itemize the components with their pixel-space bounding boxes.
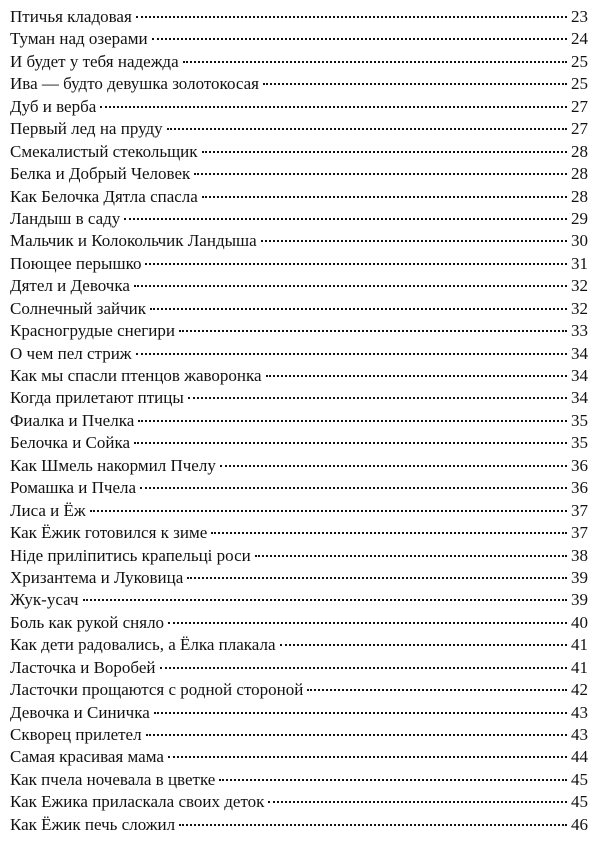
toc-entry[interactable] <box>10 724 588 746</box>
toc-entry[interactable] <box>10 657 588 679</box>
toc-entry-title: Птичья кладовая <box>10 7 132 26</box>
toc-entry-page-number: 36 <box>571 478 588 498</box>
toc-dot-leader <box>134 285 567 287</box>
toc-entry[interactable] <box>10 275 588 297</box>
toc-entry-page-number: 37 <box>571 523 588 543</box>
toc-entry[interactable] <box>10 96 588 118</box>
toc-entry-page-number: 33 <box>571 321 588 341</box>
toc-entry-title: Жук-усач <box>10 590 79 610</box>
toc-entry-title: Боль как рукой сняло <box>10 612 165 632</box>
toc-entry[interactable] <box>10 118 588 140</box>
toc-dot-leader <box>263 83 567 85</box>
toc-entry[interactable] <box>10 73 588 95</box>
toc-dot-leader <box>138 420 567 422</box>
toc-dot-leader <box>100 106 567 108</box>
table-of-contents <box>10 6 588 836</box>
toc-entry[interactable] <box>10 230 588 252</box>
toc-entry-title: Первый лед на пруду <box>10 119 163 139</box>
toc-entry-title: Скворец прилетел <box>10 725 142 744</box>
toc-entry[interactable] <box>10 455 588 477</box>
toc-entry-title: Ласточки прощаются с родной стороной <box>10 680 304 700</box>
toc-entry[interactable] <box>10 679 588 701</box>
toc-entry[interactable] <box>10 298 588 320</box>
toc-entry-title: Лиса и Ёж <box>10 500 86 520</box>
toc-entry-page-number: 27 <box>571 119 588 139</box>
toc-entry-page-number: 25 <box>571 51 588 71</box>
toc-entry[interactable] <box>10 522 588 544</box>
toc-dot-leader <box>266 375 567 377</box>
toc-entry-title: Ландыш в саду <box>10 208 121 228</box>
toc-entry-page-number: 32 <box>571 276 588 296</box>
toc-dot-leader <box>83 599 568 601</box>
toc-entry[interactable] <box>10 814 588 836</box>
toc-entry-page-number: 28 <box>571 186 588 206</box>
toc-dot-leader <box>268 801 567 803</box>
toc-entry-page-number: 35 <box>571 433 588 453</box>
toc-entry-title: Ива — будто девушка золотокосая <box>10 74 259 94</box>
toc-entry-page-number: 40 <box>571 612 588 632</box>
toc-entry-page-number: 30 <box>571 231 588 251</box>
toc-entry[interactable] <box>10 791 588 813</box>
toc-entry-page-number: 41 <box>571 657 588 677</box>
toc-dot-leader <box>140 487 567 489</box>
toc-entry-page-number: 38 <box>571 545 588 565</box>
toc-dot-leader <box>179 330 567 332</box>
toc-entry[interactable] <box>10 320 588 342</box>
toc-dot-leader <box>261 240 567 242</box>
toc-dot-leader <box>136 353 567 355</box>
toc-entry-page-number: 43 <box>571 702 588 722</box>
toc-entry[interactable] <box>10 343 588 365</box>
toc-dot-leader <box>202 196 567 198</box>
toc-entry-page-number: 29 <box>571 208 588 228</box>
toc-entry-page-number: 25 <box>571 74 588 94</box>
toc-entry-page-number: 45 <box>571 769 588 789</box>
toc-entry-title: Смекалистый стекольщик <box>10 141 198 161</box>
toc-entry-title: Как Ёжик печь сложил <box>10 814 176 834</box>
toc-dot-leader <box>280 644 567 646</box>
toc-entry-title: Туман над озерами <box>10 29 148 49</box>
toc-entry-page-number: 42 <box>571 680 588 700</box>
toc-entry-page-number: 24 <box>571 29 588 49</box>
toc-entry-page-number: 34 <box>571 343 588 363</box>
toc-entry-page-number: 31 <box>571 253 588 273</box>
toc-dot-leader <box>187 577 567 579</box>
toc-dot-leader <box>194 173 567 175</box>
toc-entry[interactable] <box>10 253 588 275</box>
toc-dot-leader <box>202 151 567 153</box>
toc-entry-page-number: 39 <box>571 567 588 587</box>
toc-entry[interactable] <box>10 589 588 611</box>
toc-dot-leader <box>179 824 567 826</box>
toc-entry-title: Фиалка и Пчелка <box>10 410 135 430</box>
toc-entry-title: Ласточка и Воробей <box>10 657 156 677</box>
toc-entry-page-number: 34 <box>571 366 588 385</box>
toc-dot-leader <box>188 397 567 399</box>
toc-entry[interactable] <box>10 141 588 163</box>
toc-entry[interactable] <box>10 410 588 432</box>
toc-entry-page-number: 36 <box>571 455 588 475</box>
toc-entry[interactable] <box>10 545 588 567</box>
toc-entry-title: Как пчела ночевала в цветке <box>10 769 216 789</box>
toc-entry-page-number: 43 <box>571 725 588 744</box>
toc-entry-title: Ніде прилiпитись крапельцi роси <box>10 545 251 565</box>
toc-entry[interactable] <box>10 51 588 73</box>
toc-dot-leader <box>219 779 567 781</box>
toc-entry[interactable] <box>10 567 588 589</box>
toc-entry[interactable] <box>10 769 588 791</box>
toc-entry[interactable] <box>10 6 588 28</box>
toc-entry[interactable] <box>10 28 588 50</box>
toc-entry-page-number: 28 <box>571 141 588 161</box>
toc-entry-title: Поющее перышко <box>10 253 142 273</box>
toc-entry-page-number: 32 <box>571 298 588 318</box>
toc-entry-page-number: 37 <box>571 500 588 520</box>
toc-entry-title: Белочка и Сойка <box>10 433 131 453</box>
toc-dot-leader <box>136 16 567 18</box>
toc-entry-title: Как мы спасли птенцов жаворонка <box>10 366 262 385</box>
toc-entry-title: Как Шмель накормил Пчелу <box>10 455 216 475</box>
toc-entry-page-number: 46 <box>571 814 588 834</box>
toc-entry-page-number: 44 <box>571 747 588 767</box>
toc-entry-title: Солнечный зайчик <box>10 298 146 318</box>
toc-dot-leader <box>124 218 567 220</box>
toc-entry-title: Как дети радовались, а Ёлка плакала <box>10 635 276 655</box>
toc-entry-title: Как Ежика приласкала своих деток <box>10 792 265 812</box>
toc-dot-leader <box>145 263 567 265</box>
toc-entry-title: Красногрудые снегири <box>10 321 175 341</box>
toc-entry[interactable] <box>10 746 588 768</box>
toc-dot-leader <box>90 510 567 512</box>
toc-entry[interactable] <box>10 387 588 409</box>
toc-entry-page-number: 45 <box>571 792 588 812</box>
toc-dot-leader <box>146 734 567 736</box>
toc-entry[interactable] <box>10 365 588 387</box>
toc-entry-title: О чем пел стриж <box>10 343 132 363</box>
toc-entry-page-number: 35 <box>571 410 588 430</box>
toc-entry-title: Белка и Добрый Человек <box>10 164 191 184</box>
toc-entry-title: И будет у тебя надежда <box>10 51 179 71</box>
toc-entry[interactable] <box>10 500 588 522</box>
toc-entry[interactable] <box>10 612 588 634</box>
toc-entry-title: Как Белочка Дятла спасла <box>10 186 198 206</box>
toc-dot-leader <box>134 442 567 444</box>
toc-entry[interactable] <box>10 163 588 185</box>
toc-dot-leader <box>211 532 567 534</box>
toc-entry-title: Дятел и Девочка <box>10 276 130 296</box>
toc-entry-page-number: 39 <box>571 590 588 610</box>
toc-entry-title: Ромашка и Пчела <box>10 478 137 498</box>
toc-entry[interactable] <box>10 208 588 230</box>
toc-entry-title: Как Ёжик готовился к зиме <box>10 523 208 543</box>
toc-entry[interactable] <box>10 634 588 656</box>
toc-entry-title: Хризантема и Луковица <box>10 567 184 587</box>
toc-dot-leader <box>168 756 567 758</box>
toc-entry-page-number: 23 <box>571 7 588 26</box>
toc-entry-page-number: 28 <box>571 164 588 184</box>
toc-dot-leader <box>183 61 567 63</box>
toc-dot-leader <box>167 128 567 130</box>
toc-entry[interactable] <box>10 702 588 724</box>
toc-entry-title: Девочка и Синичка <box>10 702 150 722</box>
toc-entry-page-number: 41 <box>571 635 588 655</box>
toc-dot-leader <box>152 38 567 40</box>
toc-entry[interactable] <box>10 186 588 208</box>
toc-entry[interactable] <box>10 432 588 454</box>
toc-dot-leader <box>160 667 568 669</box>
toc-entry-title: Самая красивая мама <box>10 747 164 767</box>
toc-dot-leader <box>150 308 567 310</box>
toc-entry-page-number: 34 <box>571 388 588 408</box>
toc-entry-title: Когда прилетают птицы <box>10 388 184 408</box>
toc-dot-leader <box>255 555 567 557</box>
toc-entry-title: Дуб и верба <box>10 96 97 116</box>
toc-dot-leader <box>168 622 567 624</box>
toc-entry-title: Мальчик и Колокольчик Ландыша <box>10 231 257 251</box>
toc-entry-page-number: 27 <box>571 96 588 116</box>
toc-dot-leader <box>307 689 567 691</box>
toc-dot-leader <box>220 465 567 467</box>
toc-dot-leader <box>154 712 567 714</box>
toc-entry[interactable] <box>10 477 588 499</box>
